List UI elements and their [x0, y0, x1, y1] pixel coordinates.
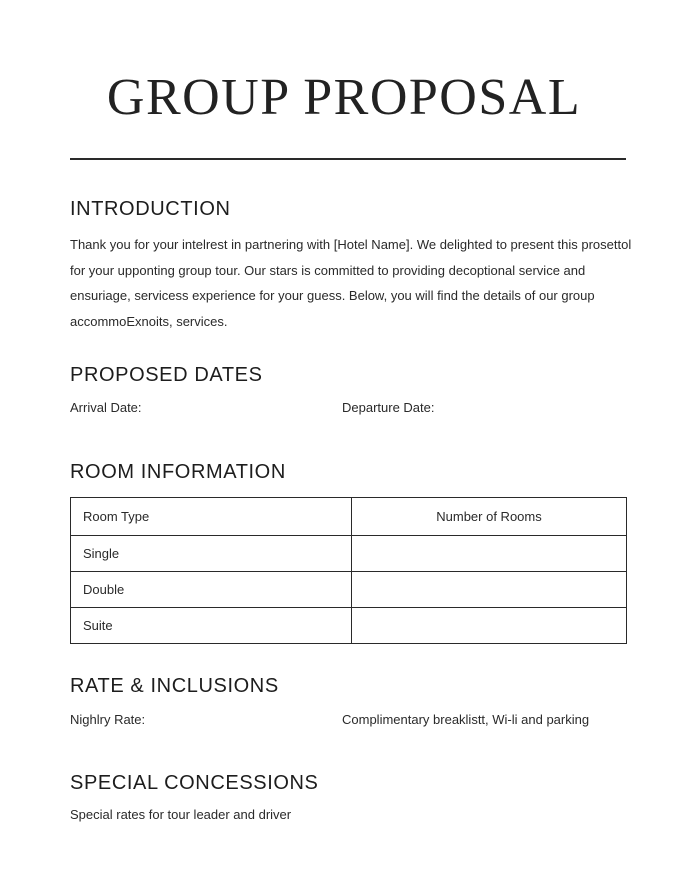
table-row — [71, 536, 627, 572]
table-row — [71, 572, 627, 608]
title-divider — [70, 158, 626, 160]
room-count-cell[interactable] — [352, 536, 627, 572]
introduction-heading: INTRODUCTION — [70, 198, 231, 220]
room-table — [70, 497, 627, 644]
arrival-date-label: Arrival Date: — [70, 400, 142, 415]
room-type-cell: Double — [71, 572, 352, 608]
nightly-rate-label: Nighlry Rate: — [70, 712, 146, 727]
special-concessions-text: Special rates for tour leader and driver — [70, 807, 292, 822]
column-header-room-type: Room Type — [71, 498, 352, 536]
page-title: GROUP PROPOSAL — [106, 69, 582, 126]
special-concessions-heading: SPECIAL CONCESSIONS — [70, 772, 319, 794]
room-information-heading: ROOM INFORMATION — [70, 461, 286, 483]
inclusions-text: Complimentary breaklistt, Wi-li and parking — [342, 712, 590, 727]
table-row — [71, 608, 627, 644]
departure-date-label: Departure Date: — [342, 400, 435, 415]
proposed-dates-heading: PROPOSED DATES — [70, 364, 263, 386]
introduction-text: Thank you for your intelrest in partnering with [Hotel Name]. We delighted to present this prosettol for your upponting group tour. Our stars is committed to providing decoptional service and ensuriage, servicess experience for your guess. Below, you will find the details of our group accommoExnoits, services. — [70, 237, 632, 329]
column-header-number-of-rooms: Number of Rooms — [352, 498, 627, 536]
table-header-row — [71, 498, 627, 536]
rate-inclusions-heading: RATE & INCLUSIONS — [70, 675, 279, 697]
room-type-cell: Suite — [71, 608, 352, 644]
room-count-cell[interactable] — [352, 608, 627, 644]
room-type-cell: Single — [71, 536, 352, 572]
room-count-cell[interactable] — [352, 572, 627, 608]
